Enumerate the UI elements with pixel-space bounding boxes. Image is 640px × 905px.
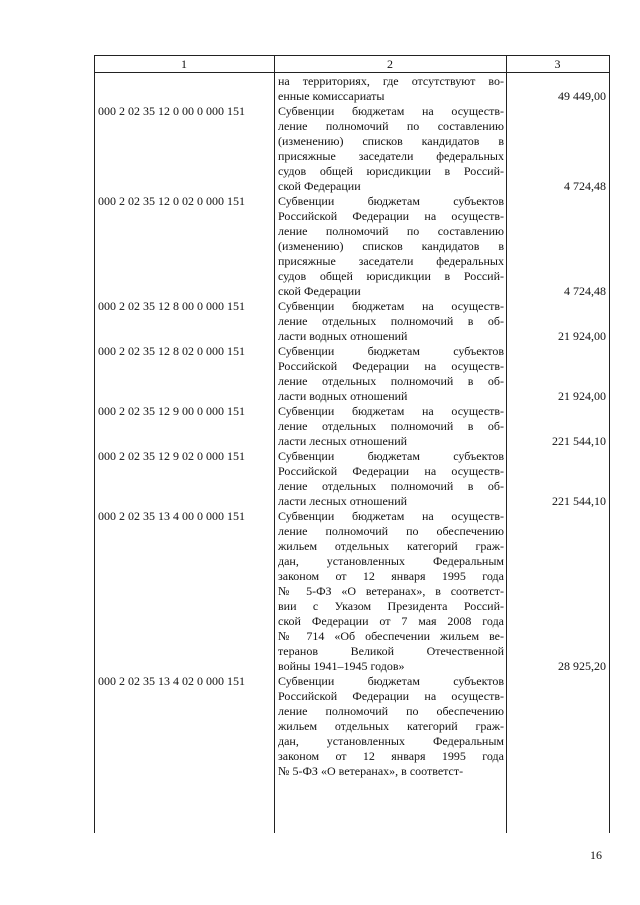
- description-line: Субвенции бюджетам субъектов: [278, 449, 504, 463]
- description-line: ласти лесных отношений: [278, 434, 408, 448]
- description-line: ление отдельных полномочий в об-: [278, 314, 504, 328]
- description-line: Субвенции бюджетам на осуществ-: [278, 509, 504, 523]
- description-line: № 714 «Об обеспечении жильем ве-: [278, 629, 504, 643]
- table-border-top: [94, 55, 610, 56]
- budget-table: [94, 55, 610, 833]
- table-border-right: [609, 55, 610, 833]
- description-line: Субвенции бюджетам субъектов: [278, 194, 504, 208]
- classification-code: 000 2 02 35 12 8 00 0 000 151: [98, 299, 245, 313]
- description-line: Российской Федерации на осуществ-: [278, 464, 504, 478]
- classification-code: 000 2 02 35 12 0 00 0 000 151: [98, 104, 245, 118]
- description-line: Субвенции бюджетам субъектов: [278, 344, 504, 358]
- column-header-3: 3: [554, 57, 561, 71]
- description-line: судов общей юрисдикции в Россий-: [278, 269, 504, 283]
- description-line: ласти водных отношений: [278, 389, 408, 403]
- description-line: жильем отдельных категорий граж-: [278, 719, 504, 733]
- description-line: на территориях, где отсутствуют во-: [278, 74, 504, 88]
- description-line: вии с Указом Президента Россий-: [278, 599, 504, 613]
- description-line: законом от 12 января 1995 года: [278, 569, 504, 583]
- description-line: ление полномочий по составлению: [278, 119, 504, 133]
- description-line: теранов Великой Отечественной: [278, 644, 504, 658]
- column-divider-1: [274, 55, 275, 833]
- description-line: Субвенции бюджетам на осуществ-: [278, 104, 504, 118]
- description-line: дан, установленных Федеральным: [278, 734, 504, 748]
- description-line: Российской Федерации на осуществ-: [278, 689, 504, 703]
- column-header-2: 2: [387, 57, 393, 71]
- description-line: № 5-ФЗ «О ветеранах», в соответст-: [278, 584, 504, 598]
- classification-code: 000 2 02 35 12 9 02 0 000 151: [98, 449, 245, 463]
- amount-value: 221 544,10: [552, 494, 606, 508]
- description-line: (изменению) списков кандидатов в: [278, 239, 504, 253]
- description-line: ласти водных отношений: [278, 329, 408, 343]
- classification-code: 000 2 02 35 13 4 02 0 000 151: [98, 674, 245, 688]
- table-border-left: [94, 55, 95, 833]
- header-divider: [94, 72, 610, 73]
- description-line: ление отдельных полномочий в об-: [278, 419, 504, 433]
- description-line: ление отдельных полномочий в об-: [278, 479, 504, 493]
- description-line: войны 1941–1945 годов»: [278, 659, 405, 673]
- description-line: дан, установленных Федеральным: [278, 554, 504, 568]
- description-line: Субвенции бюджетам на осуществ-: [278, 404, 504, 418]
- amount-value: 21 924,00: [558, 389, 606, 403]
- description-line: Субвенции бюджетам субъектов: [278, 674, 504, 688]
- classification-code: 000 2 02 35 12 0 02 0 000 151: [98, 194, 245, 208]
- description-line: ление отдельных полномочий в об-: [278, 374, 504, 388]
- amount-value: 4 724,48: [564, 284, 606, 298]
- description-line: присяжные заседатели федеральных: [278, 149, 504, 163]
- description-line: присяжные заседатели федеральных: [278, 254, 504, 268]
- description-line: ление полномочий по составлению: [278, 224, 504, 238]
- description-line: ской Федерации: [278, 284, 361, 298]
- description-line: Субвенции бюджетам на осуществ-: [278, 299, 504, 313]
- description-line: енные комиссариаты: [278, 89, 385, 103]
- description-line: ление полномочий по обеспечению: [278, 524, 504, 538]
- classification-code: 000 2 02 35 12 9 00 0 000 151: [98, 404, 245, 418]
- amount-value: 4 724,48: [564, 179, 606, 193]
- description-line: жильем отдельных категорий граж-: [278, 539, 504, 553]
- classification-code: 000 2 02 35 13 4 00 0 000 151: [98, 509, 245, 523]
- description-line: ласти лесных отношений: [278, 494, 408, 508]
- amount-value: 49 449,00: [558, 89, 606, 103]
- description-line: судов общей юрисдикции в Россий-: [278, 164, 504, 178]
- description-line: ской Федерации: [278, 179, 361, 193]
- column-divider-2: [506, 55, 507, 833]
- description-line: ление полномочий по обеспечению: [278, 704, 504, 718]
- page-number: 16: [590, 848, 602, 862]
- description-line: Российской Федерации на осуществ-: [278, 359, 504, 373]
- description-line: ской Федерации от 7 мая 2008 года: [278, 614, 504, 628]
- classification-code: 000 2 02 35 12 8 02 0 000 151: [98, 344, 245, 358]
- column-header-1: 1: [181, 57, 187, 71]
- description-line: законом от 12 января 1995 года: [278, 749, 504, 763]
- amount-value: 28 925,20: [558, 659, 606, 673]
- description-line: Российской Федерации на осуществ-: [278, 209, 504, 223]
- description-line: (изменению) списков кандидатов в: [278, 134, 504, 148]
- amount-value: 221 544,10: [552, 434, 606, 448]
- description-line: № 5-ФЗ «О ветеранах», в соответст-: [278, 764, 464, 778]
- amount-value: 21 924,00: [558, 329, 606, 343]
